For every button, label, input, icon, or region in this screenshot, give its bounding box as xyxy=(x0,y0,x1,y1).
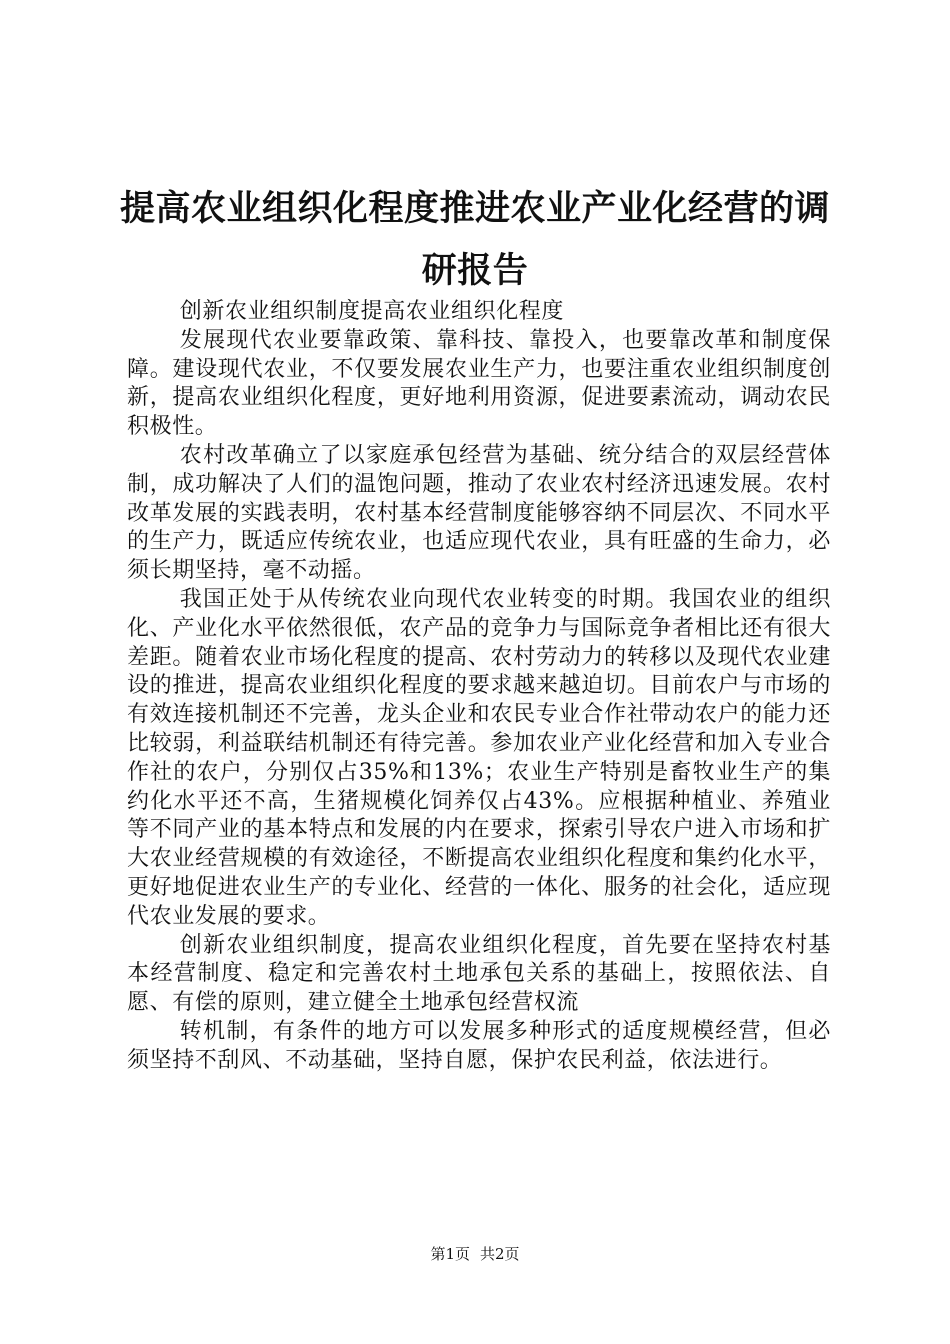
paragraph: 农村改革确立了以家庭承包经营为基础、统分结合的双层经营体制，成功解决了人们的温饱问题，推动了农业农村经济迅速发展。农村改革发展的实践表明，农村基本经营制度能够容纳不同层次、不同水平的生产力，既适应传统农业，也适应现代农业，具有旺盛的生命力，必须长期坚持，毫不动摇。 xyxy=(127,442,831,584)
section-heading: 创新农业组织制度提高农业组织化程度 xyxy=(179,299,564,324)
title-line-1: 提高农业组织化程度推进农业产业化经营的调 xyxy=(119,189,830,229)
paragraph: 转机制，有条件的地方可以发展多种形式的适度规模经营，但必须坚持不刮风、不动基础，坚持自愿，保护农民利益，依法进行。 xyxy=(127,1018,831,1073)
document-body xyxy=(127,298,831,1076)
paragraph: 发展现代农业要靠政策、靠科技、靠投入，也要靠改革和制度保障。建设现代农业，不仅要发展农业生产力，也要注重农业组织制度创新，提高农业组织化程度，更好地利用资源，促进要素流动，调动农民积极性。 xyxy=(127,327,831,440)
title-line-2: 研报告 xyxy=(421,251,529,291)
document-title xyxy=(110,178,840,302)
paragraph: 我国正处于从传统农业向现代农业转变的时期。我国农业的组织化、产业化水平依然很低，农产品的竞争力与国际竞争者相比还有很大差距。随着农业市场化程度的提高、农村劳动力的转移以及现代农业建设的推进，提高农业组织化程度的要求越来越迫切。目前农户与市场的有效连接机制还不完善，龙头企业和农民专业合作社带动农户的能力还比较弱，利益联结机制还有待完善。参加农业产业化经营和加入专业合作社的农户，分别仅占35%和13%；农业生产特别是畜牧业生产的集约化水平还不高，生猪规模化饲养仅占43%。应根据种植业、养殖业等不同产业的基本特点和发展的内在要求，探索引导农户进入市场和扩大农业经营规模的有效途径，不断提高农业组织化程度和集约化水平，更好地促进农业生产的专业化、经营的一体化、服务的社会化，适应现代农业发展的要求。 xyxy=(127,586,831,929)
page-number: 第1页 xyxy=(430,1245,470,1263)
paragraph: 创新农业组织制度，提高农业组织化程度，首先要在坚持农村基本经营制度、稳定和完善农村土地承包关系的基础上，按照依法、自愿、有偿的原则，建立健全土地承包经营权流 xyxy=(127,932,831,1016)
page-footer xyxy=(0,1244,950,1264)
page-total: 共2页 xyxy=(480,1245,520,1263)
